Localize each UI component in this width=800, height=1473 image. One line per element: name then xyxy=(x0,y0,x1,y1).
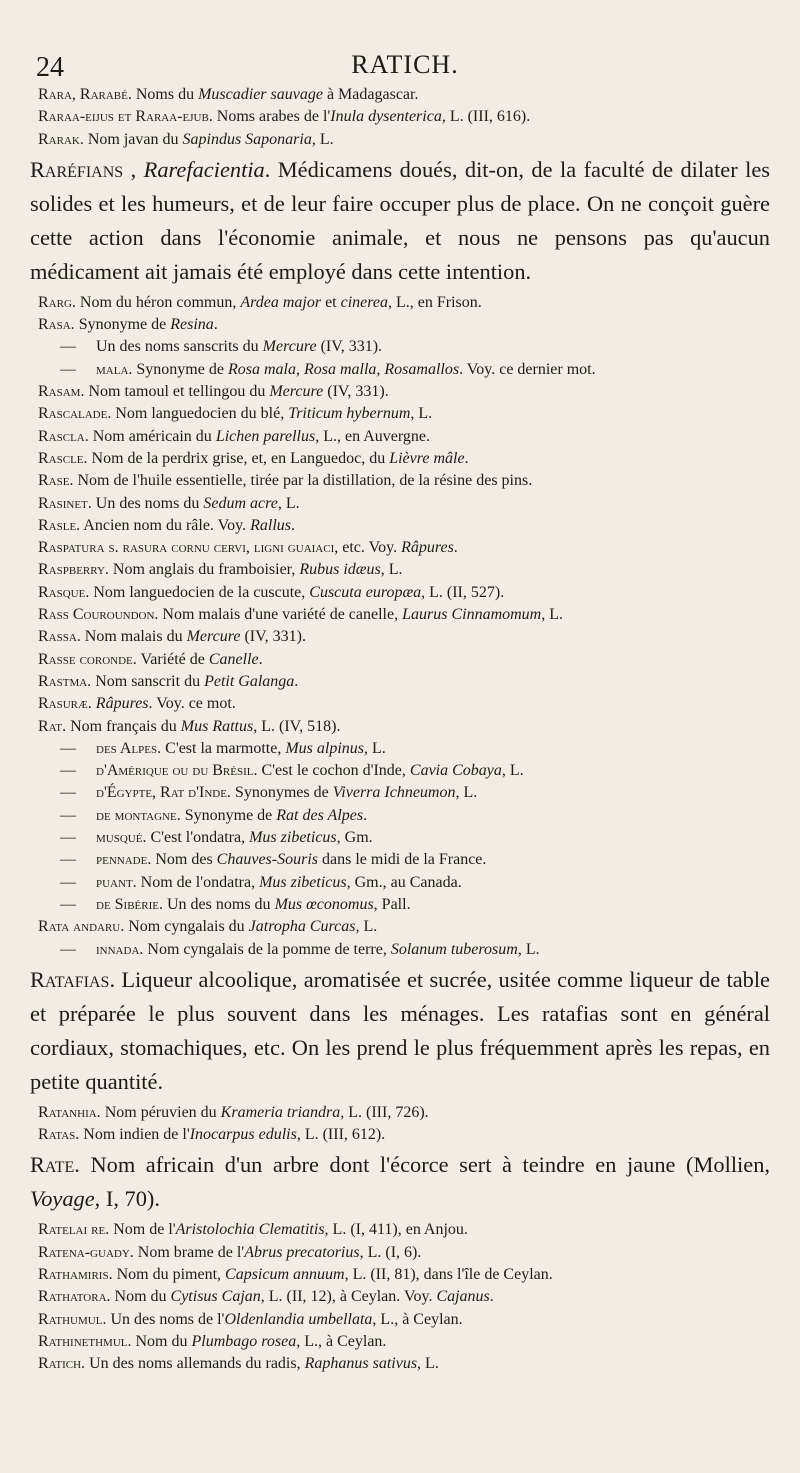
entry-text: C'est la marmotte, xyxy=(165,739,286,757)
entry-headword: Rasuræ. xyxy=(38,695,92,713)
entry-text: , L. xyxy=(380,561,403,579)
dictionary-entry xyxy=(38,916,772,938)
dictionary-entry xyxy=(38,626,772,648)
entry-text: , L. xyxy=(410,405,433,423)
entry-headword: Ratich. xyxy=(38,1355,86,1373)
entry-headword: Ratelai re. xyxy=(38,1221,110,1239)
entry-text: . Médicamens doués, dit-on, de la faculté de dilater les solides et les humeurs, et de leur faire occuper plus de place. On ne conçoit guère cette action dans l'économie animale, et nous ne pensons pas qu'aucun médicament ait jamais été employé dans cette intention. xyxy=(30,156,770,284)
entry-text: Synonymes de xyxy=(234,784,333,802)
dictionary-entry xyxy=(38,470,772,492)
sub-entry xyxy=(38,827,772,849)
entry-text: Nom du piment, xyxy=(116,1265,226,1283)
entry-text: Un des noms du xyxy=(95,494,204,512)
entry-text: . xyxy=(489,1288,494,1306)
dictionary-entry xyxy=(38,559,772,581)
entry-latin-name: Mus Rattus xyxy=(180,717,254,735)
entry-headword: Raraa-eijus et Raraa-ejub. xyxy=(38,108,213,126)
dictionary-entry xyxy=(38,1124,772,1146)
entry-text: , L. xyxy=(417,1355,439,1373)
entry-latin-name: Canelle xyxy=(208,650,259,668)
entry-text: Nom tamoul et tellingou du xyxy=(88,383,270,401)
entry-headword: Rassa. xyxy=(38,628,81,646)
entry-text: Un des noms allemands du radis, xyxy=(89,1355,305,1373)
entry-headword: Rasque. xyxy=(38,583,90,601)
entry-text: , L. (III, 616). xyxy=(441,108,531,126)
entry-headword: d'Égypte, Rat d'Inde. xyxy=(96,784,231,802)
entry-text: Un des noms du xyxy=(167,895,275,913)
entry-latin-name: Cavia Cobaya xyxy=(409,762,502,780)
entry-latin-name: Sedum acre xyxy=(203,494,278,512)
entry-headword: pennade. xyxy=(96,851,152,869)
entry-dash: — xyxy=(60,829,76,847)
entry-text: . xyxy=(363,806,368,824)
entry-text: Un des noms de l' xyxy=(110,1310,225,1328)
entry-dash: — xyxy=(60,360,76,378)
entry-text: . xyxy=(258,650,263,668)
entry-headword: Rasle. xyxy=(38,516,81,534)
entry-text: Nom indien de l' xyxy=(83,1126,190,1144)
entry-latin-name: Mus œconomus xyxy=(274,895,374,913)
sub-entry xyxy=(38,782,772,804)
dictionary-entry xyxy=(38,1286,772,1308)
entry-text: , L. xyxy=(455,784,478,802)
entry-latin-name: Laurus Cinnamomum xyxy=(402,606,542,624)
entry-text: , L., à Ceylan. xyxy=(296,1332,387,1350)
entry-text: C'est l'ondatra, xyxy=(150,829,250,847)
dictionary-entry xyxy=(38,403,772,425)
dictionary-entry xyxy=(38,693,772,715)
entry-text: Synonyme de xyxy=(136,360,228,378)
entry-headword: Raspberry. xyxy=(38,561,109,579)
entry-text: . Voy. ce mot. xyxy=(148,695,236,713)
dictionary-entry xyxy=(38,292,772,314)
entry-text: etc. Voy. xyxy=(338,539,402,557)
entry-dash: — xyxy=(60,851,76,869)
entry-headword: Rasse coronde. xyxy=(38,650,137,668)
entry-headword: Rarak. xyxy=(38,130,84,148)
entry-text: Nom du xyxy=(135,1332,192,1350)
dictionary-entry xyxy=(30,963,772,1099)
entry-text: , L. (III, 612). xyxy=(296,1126,386,1144)
entry-text: , I, 70). xyxy=(94,1186,160,1212)
entry-text: , L. xyxy=(311,130,334,148)
entry-text: et xyxy=(321,293,341,311)
sub-entry xyxy=(38,894,772,916)
entry-text: à Madagascar. xyxy=(322,86,419,103)
dictionary-entry xyxy=(30,1148,772,1216)
entry-headword: Ratafias. xyxy=(30,966,116,992)
entry-latin-name: Chauves-Souris xyxy=(216,851,318,869)
entry-headword: Ratena-guady. xyxy=(38,1243,134,1261)
entry-headword: Rascla. xyxy=(38,427,89,445)
entry-text: Liqueur alcoolique, aromatisée et sucrée, usitée comme liqueur de table et préparée le plus souvent dans les ménages. Les ratafias sont en général cordiaux, stomachiques, etc. On les prend le plus fréquemment après les repas, en petite quantité. xyxy=(30,966,770,1094)
entry-text: Un des noms sanscrits du xyxy=(96,338,263,356)
entry-headword: Rathatora. xyxy=(38,1288,111,1306)
dictionary-entry xyxy=(38,84,772,106)
entry-text: , L. xyxy=(277,494,300,512)
sub-entry xyxy=(38,872,772,894)
dictionary-entry xyxy=(38,1219,772,1241)
entry-latin-name: Viverra Ichneumon xyxy=(332,784,456,802)
dictionary-entry xyxy=(38,106,772,128)
entry-latin-name: Mus alpinus xyxy=(285,739,364,757)
sub-entry xyxy=(38,849,772,871)
entry-text: , L. (II, 81), dans l'île de Ceylan. xyxy=(344,1265,553,1283)
entry-latin-name: Sapindus Saponaria xyxy=(182,130,312,148)
entry-text: , Pall. xyxy=(373,895,411,913)
entry-latin-name: Lièvre mâle xyxy=(389,449,465,467)
sub-entry xyxy=(38,336,772,358)
entry-text: Nom français du xyxy=(70,717,181,735)
entry-headword: Rasam. xyxy=(38,383,85,401)
entry-text: , L. (IV, 518). xyxy=(253,717,341,735)
entry-text: , L., en Auvergne. xyxy=(315,427,431,445)
entry-dash: — xyxy=(60,762,76,780)
entry-latin-name: Resina xyxy=(170,316,214,334)
entry-headword: Rase. xyxy=(38,472,74,490)
entry-headword: Rasa. xyxy=(38,316,75,334)
entry-latin-name: Mus zibeticus xyxy=(249,829,337,847)
entry-text: Nom languedocien de la cuscute, xyxy=(93,583,310,601)
entry-latin-name: Mercure xyxy=(269,383,324,401)
entry-text: . xyxy=(294,672,299,690)
entry-text: Nom de l'huile essentielle, tirée par la distillation, de la résine des pins. xyxy=(77,472,533,490)
sub-entry xyxy=(38,760,772,782)
entry-latin-name: Krameria triandra xyxy=(220,1103,341,1121)
entry-dash: — xyxy=(60,895,76,913)
entry-text: Nom languedocien du blé, xyxy=(115,405,289,423)
entry-latin-name: Ardea major xyxy=(240,293,322,311)
entry-text: , L., à Ceylan. xyxy=(372,1310,463,1328)
dictionary-entry xyxy=(38,1102,772,1124)
entry-latin-name: Aristolochia Clematitis xyxy=(175,1221,325,1239)
entry-headword: Raréfians , xyxy=(30,156,137,182)
entry-text: Synonyme de xyxy=(184,806,277,824)
entry-headword: Rastma. xyxy=(38,672,92,690)
entry-text: Nom malais d'une variété de canelle, xyxy=(162,606,403,624)
entry-text: . xyxy=(464,449,469,467)
entry-text: Nom de l' xyxy=(113,1221,176,1239)
entry-headword: Ratanhia. xyxy=(38,1103,101,1121)
entry-dash: — xyxy=(60,739,76,757)
dictionary-entry xyxy=(38,1264,772,1286)
dictionary-entry xyxy=(38,582,772,604)
entry-text: . xyxy=(213,316,218,334)
entry-headword: Rass Couroundon. xyxy=(38,606,159,624)
sub-entry xyxy=(38,805,772,827)
entry-text: Nom africain d'un arbre dont l'écorce sert à teindre en jaune (Mollien, xyxy=(79,1152,770,1178)
entry-text: . xyxy=(453,539,458,557)
entry-text: dans le midi de la France. xyxy=(318,851,487,869)
entry-text: , L., en Frison. xyxy=(388,293,482,311)
entry-latin-name: Rat des Alpes xyxy=(276,806,364,824)
entry-headword: Rat. xyxy=(38,717,67,735)
entry-text: Nom javan du xyxy=(87,130,183,148)
entry-latin-name: Voyage xyxy=(30,1186,95,1212)
entry-text: , L. (I, 411), en Anjou. xyxy=(324,1221,468,1239)
entry-text: Nom du héron commun, xyxy=(79,293,241,311)
entry-text: Nom sanscrit du xyxy=(95,672,205,690)
dictionary-entry xyxy=(38,716,772,738)
entry-latin-name: Cytisus Cajan xyxy=(170,1288,261,1306)
entry-text: Nom cyngalais de la pomme de terre, xyxy=(147,940,391,958)
dictionary-entry xyxy=(38,604,772,626)
entry-latin-name: Solanum tuberosum xyxy=(390,940,518,958)
dictionary-entry xyxy=(38,1242,772,1264)
entry-headword: Rara, Rarabé. xyxy=(38,86,132,103)
entry-text: C'est le cochon d'Inde, xyxy=(261,762,410,780)
entry-latin-name: Lichen parellus xyxy=(215,427,316,445)
entry-latin-name: Oldenlandia umbellata xyxy=(224,1310,373,1328)
entry-dash: — xyxy=(60,338,76,356)
entry-headword: musqué. xyxy=(96,829,147,847)
entry-latin-name: Inocarpus edulis xyxy=(189,1126,297,1144)
dictionary-entry xyxy=(38,426,772,448)
entry-headword: de montagne. xyxy=(96,806,181,824)
dictionary-entry xyxy=(30,153,772,289)
entry-headword: Rathinethmul. xyxy=(38,1332,132,1350)
entry-latin-name: Mercure xyxy=(186,628,241,646)
dictionary-entry xyxy=(38,537,772,559)
entry-latin-name: Cajanus xyxy=(436,1288,490,1306)
entry-latin-name: Plumbago rosea xyxy=(191,1332,297,1350)
entry-text: , L. (II, 527). xyxy=(421,583,505,601)
entry-text: Nom des xyxy=(155,851,217,869)
entry-latin-name: Muscadier sauvage xyxy=(198,86,323,103)
sub-entry xyxy=(38,359,772,381)
entry-latin-name: Rosa mala, Rosa malla, Rosamallos xyxy=(227,360,460,378)
entry-latin-name: Jatropha Curcas xyxy=(248,918,356,936)
entry-headword: Ratas. xyxy=(38,1126,80,1144)
entry-text: Nom malais du xyxy=(84,628,187,646)
entry-text: , L. xyxy=(355,918,378,936)
entry-headword: Rate. xyxy=(30,1152,80,1178)
sub-entry xyxy=(38,939,772,961)
dictionary-entry xyxy=(38,493,772,515)
entry-headword: Rascle. xyxy=(38,449,88,467)
entry-text: Nom péruvien du xyxy=(104,1103,221,1121)
entry-headword: innada. xyxy=(96,940,144,958)
entry-text: , L. xyxy=(501,762,524,780)
entry-latin-name: Abrus precatorius xyxy=(244,1243,360,1261)
entry-headword: Rathumul. xyxy=(38,1310,107,1328)
entry-text: , L. xyxy=(541,606,564,624)
page-number: 24 xyxy=(36,52,64,83)
entry-text: Nom de l'ondatra, xyxy=(140,873,260,891)
entry-text: Variété de xyxy=(140,650,209,668)
entry-text: Ancien nom du râle. Voy. xyxy=(83,516,251,534)
entry-text: , Gm., au Canada. xyxy=(346,873,462,891)
entry-text: , L. (III, 726). xyxy=(340,1103,429,1121)
entry-text xyxy=(136,157,143,182)
dictionary-entry xyxy=(38,671,772,693)
entry-headword: mala. xyxy=(96,360,133,378)
entry-text: Noms arabes de l' xyxy=(216,108,331,126)
entry-headword: Rathamiris. xyxy=(38,1265,113,1283)
entry-text: . Voy. ce dernier mot. xyxy=(459,360,596,378)
entry-text: , L. (II, 12), à Ceylan. Voy. xyxy=(260,1288,437,1306)
entry-text: (IV, 331). xyxy=(323,383,389,401)
dictionary-entry xyxy=(38,1309,772,1331)
dictionary-entry xyxy=(38,1331,772,1353)
entry-latin-name: Rarefacientia xyxy=(143,156,265,182)
entry-headword: des Alpes. xyxy=(96,739,162,757)
entry-text: Nom américain du xyxy=(92,427,216,445)
entry-latin-name: cinerea xyxy=(340,293,388,311)
running-head: RATICH. xyxy=(351,50,459,79)
sub-entry xyxy=(38,738,772,760)
entry-latin-name: Râpures xyxy=(401,539,454,557)
entry-latin-name: Mus zibeticus xyxy=(259,873,347,891)
entry-headword: puant. xyxy=(96,873,137,891)
dictionary-entry xyxy=(38,129,772,151)
dictionary-entry xyxy=(38,649,772,671)
entry-dash: — xyxy=(60,873,76,891)
entry-text: , L. xyxy=(364,739,386,757)
dictionary-entry xyxy=(38,515,772,537)
entry-text: Nom brame de l' xyxy=(137,1243,245,1261)
dictionary-entry xyxy=(38,1353,772,1375)
entry-latin-name: Petit Galanga xyxy=(204,672,295,690)
entry-headword: d'Amérique ou du Brésil. xyxy=(96,762,258,780)
dictionary-entry xyxy=(38,448,772,470)
entry-text: (IV, 331). xyxy=(240,628,306,646)
entry-text: Synonyme de xyxy=(78,316,171,334)
entry-text: Nom de la perdrix grise, et, en Languedoc, du xyxy=(91,449,390,467)
entry-headword: Rascalade. xyxy=(38,405,112,423)
entry-dash: — xyxy=(60,806,76,824)
entry-latin-name: Râpures xyxy=(95,695,149,713)
entry-latin-name: Mercure xyxy=(262,338,317,356)
entry-headword: Raspatura s. rasura cornu cervi, ligni guaiaci, xyxy=(38,539,339,557)
entry-text: (IV, 331). xyxy=(316,338,383,356)
entry-headword: Rarg. xyxy=(38,293,76,311)
entry-list xyxy=(30,84,772,1375)
entry-latin-name: Raphanus sativus xyxy=(304,1355,418,1373)
dictionary-entry xyxy=(38,314,772,336)
entry-text: , Gm. xyxy=(336,829,373,847)
entry-headword: Rata andaru. xyxy=(38,918,125,936)
entry-latin-name: Capsicum annuum xyxy=(225,1265,345,1283)
entry-headword: Rasinet. xyxy=(38,494,92,512)
entry-text: Nom du xyxy=(114,1288,171,1306)
entry-text: , L. xyxy=(517,940,540,958)
entry-dash: — xyxy=(60,940,76,958)
entry-dash: — xyxy=(60,784,76,802)
entry-text: Nom cyngalais du xyxy=(128,918,249,936)
entry-latin-name: Triticum hybernum xyxy=(288,405,411,423)
entry-latin-name: Rallus xyxy=(250,516,291,534)
page-header xyxy=(38,48,772,84)
entry-latin-name: Cuscuta europæa xyxy=(309,583,422,601)
entry-text: Nom anglais du framboisier, xyxy=(112,561,300,579)
dictionary-entry xyxy=(38,381,772,403)
entry-headword: de Sibérie. xyxy=(96,895,163,913)
entry-text: . xyxy=(290,516,295,534)
entry-latin-name: Inula dysenterica xyxy=(330,108,442,126)
entry-text: , L. (I, 6). xyxy=(359,1243,422,1261)
entry-text: Noms du xyxy=(135,86,199,103)
entry-latin-name: Rubus idæus xyxy=(299,561,381,579)
